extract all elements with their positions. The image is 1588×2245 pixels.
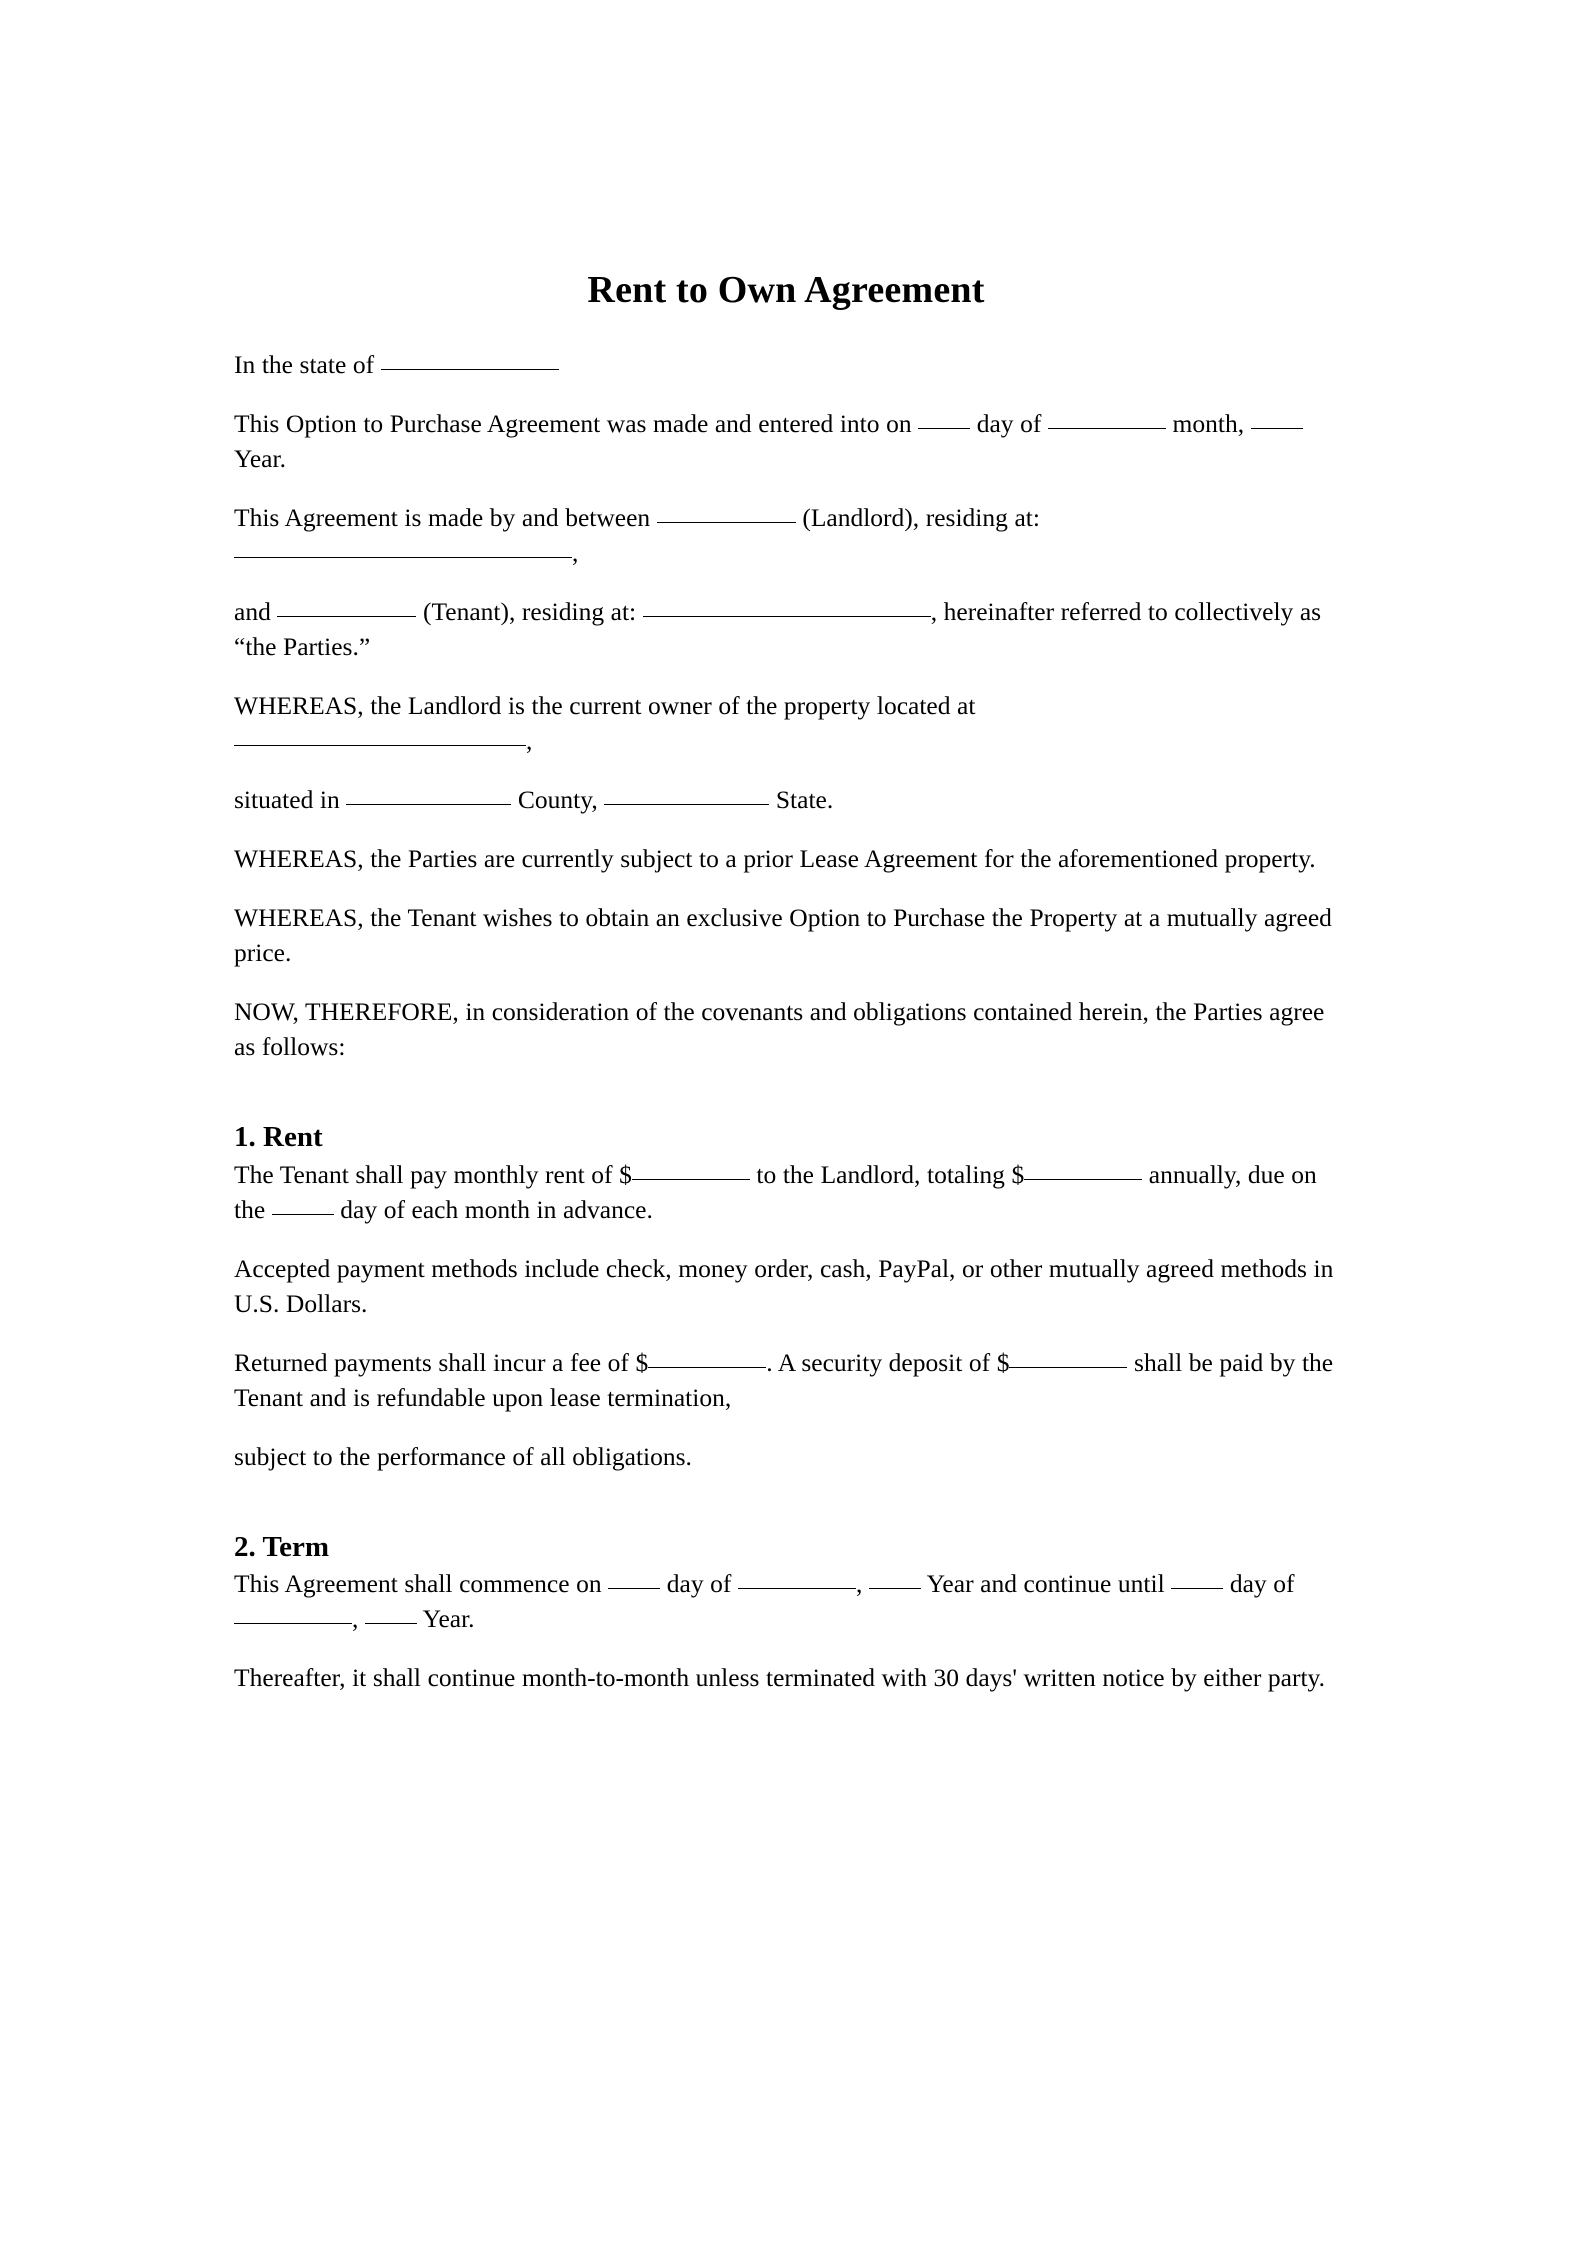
term-text-3: , (855, 1569, 869, 1599)
county-blank-field[interactable] (346, 804, 511, 805)
paragraph-subject-performance: subject to the performance of all obligations. (234, 1441, 692, 1471)
term-text-5: day of (1223, 1569, 1295, 1599)
state-blank-field[interactable] (381, 369, 559, 370)
property-state-blank-field[interactable] (604, 804, 769, 805)
paragraph-option-date (234, 406, 1338, 476)
tenant-text-2: (Tenant), residing at: (416, 596, 643, 626)
option-text-2: day of (970, 408, 1048, 438)
returned-fee-blank-field[interactable] (648, 1367, 766, 1368)
paragraph-term-commence (234, 1566, 1338, 1636)
situated-text-2: County, (511, 784, 605, 814)
state-line-prefix: In the state of (234, 349, 381, 379)
tenant-name-blank-field[interactable] (277, 616, 416, 617)
landlord-name-blank-field[interactable] (657, 522, 796, 523)
day-blank-field[interactable] (918, 428, 970, 429)
month-blank-field[interactable] (1048, 428, 1166, 429)
paragraph-payment-methods: Accepted payment methods include check, money order, cash, PayPal, or other mutually agreed methods in U.S. Dollars. (234, 1253, 1334, 1318)
term-start-year-blank-field[interactable] (869, 1588, 921, 1589)
section-heading-rent: 1. Rent (234, 1120, 323, 1153)
term-start-month-blank-field[interactable] (738, 1588, 856, 1589)
paragraph-situated (234, 782, 1338, 817)
whereas-owner-text-1: WHEREAS, the Landlord is the current owner of the property located at (234, 690, 976, 720)
year-blank-field[interactable] (1251, 428, 1303, 429)
paragraph-landlord (234, 500, 1338, 570)
paragraph-rent-amount (234, 1157, 1338, 1227)
landlord-text-3: , (572, 537, 579, 567)
annual-rent-blank-field[interactable] (1024, 1179, 1142, 1180)
landlord-text-1: This Agreement is made by and between (234, 502, 657, 532)
term-text-4: Year and continue until (920, 1569, 1172, 1599)
landlord-text-2: (Landlord), residing at: (795, 502, 1040, 532)
section-heading-term: 2. Term (234, 1530, 330, 1563)
term-text-7: Year. (416, 1604, 475, 1634)
term-text-1: This Agreement shall commence on (234, 1569, 609, 1599)
rent-text-3: annually, due on the (234, 1159, 1317, 1224)
property-address-blank-field[interactable] (234, 745, 526, 746)
rent-text-2: to the Landlord, totaling $ (749, 1159, 1025, 1189)
page-title: Rent to Own Agreement (587, 269, 985, 311)
paragraph-now-therefore: NOW, THEREFORE, in consideration of the covenants and obligations contained herein, the Parties agree as follows: (234, 996, 1325, 1061)
document-body (234, 268, 1338, 1719)
paragraph-tenant (234, 594, 1338, 664)
paragraph-thereafter: Thereafter, it shall continue month-to-month unless terminated with 30 days' written notice by either party. (234, 1663, 1326, 1693)
term-text-6: , (352, 1604, 365, 1634)
rent-text-1: The Tenant shall pay monthly rent of $ (234, 1159, 632, 1189)
returned-text-3: shall be paid by the Tenant and is refundable upon lease termination, (234, 1347, 1334, 1412)
rent-due-day-blank-field[interactable] (272, 1214, 334, 1215)
security-deposit-blank-field[interactable] (1009, 1367, 1127, 1368)
term-end-year-blank-field[interactable] (365, 1623, 417, 1624)
paragraph-returned-payments (234, 1345, 1338, 1415)
landlord-address-blank-field[interactable] (234, 557, 572, 558)
tenant-address-blank-field[interactable] (643, 616, 931, 617)
tenant-text-3: , hereinafter referred to collectively as “the Parties.” (234, 596, 1322, 661)
returned-text-1: Returned payments shall incur a fee of $ (234, 1347, 649, 1377)
monthly-rent-blank-field[interactable] (632, 1179, 750, 1180)
paragraph-whereas-owner (234, 688, 1338, 758)
paragraph-whereas-lease: WHEREAS, the Parties are currently subject to a prior Lease Agreement for the aforementioned property. (234, 843, 1316, 873)
whereas-owner-text-2: , (526, 725, 533, 755)
term-text-2: day of (660, 1569, 738, 1599)
rent-text-4: day of each month in advance. (333, 1194, 653, 1224)
paragraph-whereas-option: WHEREAS, the Tenant wishes to obtain an exclusive Option to Purchase the Property at a mutually agreed price. (234, 902, 1332, 967)
situated-text-3: State. (769, 784, 834, 814)
paragraph-state-line (234, 347, 1338, 382)
option-text-3: month, (1165, 408, 1251, 438)
returned-text-2: . A security deposit of $ (766, 1347, 1010, 1377)
option-text-1: This Option to Purchase Agreement was made and entered into on (234, 408, 919, 438)
tenant-text-1: and (234, 596, 278, 626)
term-end-month-blank-field[interactable] (234, 1623, 352, 1624)
option-text-4: Year. (234, 443, 286, 473)
term-start-day-blank-field[interactable] (608, 1588, 660, 1589)
situated-text-1: situated in (234, 784, 347, 814)
term-end-day-blank-field[interactable] (1171, 1588, 1223, 1589)
